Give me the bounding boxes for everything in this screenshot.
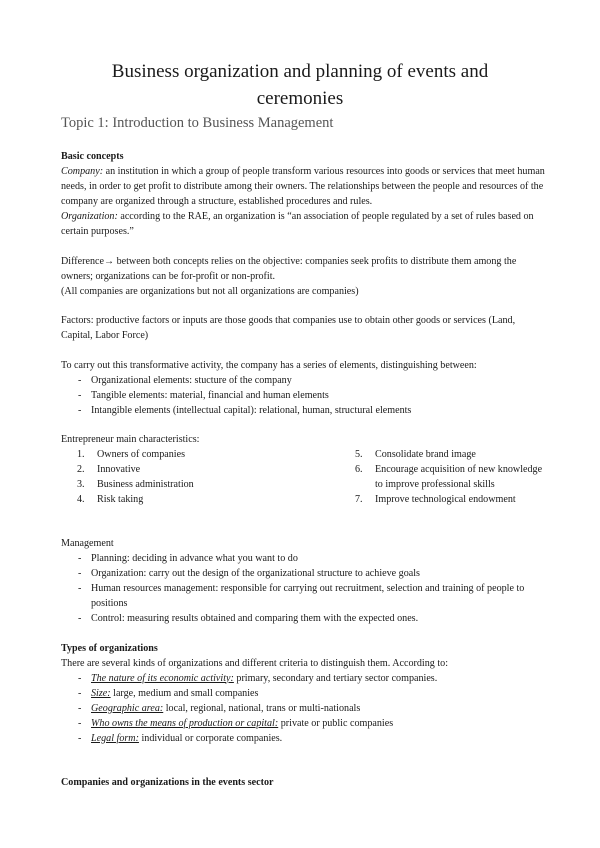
types-intro: There are several kinds of organizations and different criteria to distinguish them. According to: (61, 657, 448, 669)
list-item (61, 731, 547, 746)
item-number: 7. (355, 494, 363, 505)
list-item-text (91, 671, 547, 686)
list-item (61, 701, 547, 716)
company-definition (61, 164, 547, 209)
criterion-term: Geographic area: (91, 702, 164, 714)
item-number: 6. (355, 464, 363, 475)
item-number: 1. (77, 449, 85, 460)
criterion-rest: primary, secondary and tertiary sector companies. (233, 672, 438, 684)
company-def-text: an institution in which a group of people transform various resources into goods or services that meet human needs, in order to get profit to distribute among their owners. The relationships between the people and resources of the company are organized through a structure, established procedures and rules. (61, 166, 545, 207)
document-body (61, 149, 547, 790)
list-item (61, 671, 547, 686)
list-item (61, 388, 547, 403)
item-text: Consolidate brand image (375, 449, 476, 460)
list-item (61, 716, 547, 731)
criterion-rest: local, regional, national, trans or multi-nationals (163, 702, 361, 714)
list-item-text: Organizational elements: stucture of the company (91, 374, 292, 386)
criterion-rest: large, medium and small companies (110, 687, 259, 699)
list-marker: - (78, 732, 82, 744)
list-marker: - (78, 613, 82, 624)
list-item (61, 373, 547, 388)
types-heading: Types of organizations (61, 642, 158, 654)
item-text: Innovative (97, 464, 141, 475)
list-marker: - (78, 374, 82, 386)
list-item (61, 403, 547, 418)
topic-heading: Topic 1: Introduction to Business Management (61, 115, 334, 131)
list-marker: - (78, 404, 82, 416)
elements-intro: To carry out this transformative activity, the company has a series of elements, distinguishing between: (61, 359, 477, 371)
numbered-item (339, 447, 547, 462)
criterion-term: The nature of its economic activity: (91, 672, 234, 684)
list-item-text (91, 701, 547, 716)
basic-concepts-heading: Basic concepts (61, 151, 124, 162)
numbered-item (61, 492, 339, 507)
spacer (61, 746, 547, 775)
spacer (61, 299, 547, 314)
events-sector-heading: Companies and organizations in the events sector (61, 776, 274, 788)
list-item-text (91, 716, 547, 731)
numbered-item (61, 477, 339, 492)
list-item (61, 686, 547, 701)
criterion-term: Who owns the means of production or capital: (91, 717, 279, 729)
organization-definition (61, 209, 547, 239)
list-item (61, 566, 547, 581)
item-text: Risk taking (97, 494, 144, 505)
item-number: 3. (77, 479, 85, 490)
numbered-item (339, 462, 547, 492)
entrepreneur-intro: Entrepreneur main characteristics: (61, 434, 200, 445)
item-text: Encourage acquisition of new knowledge to improve professional skills (375, 464, 543, 490)
spacer (61, 239, 547, 254)
list-item-text: Control: measuring results obtained and comparing them with the expected ones. (91, 613, 419, 624)
list-marker: - (78, 553, 82, 564)
list-marker: - (78, 568, 82, 579)
spacer (61, 418, 547, 433)
list-item (61, 611, 547, 626)
list-item (61, 551, 547, 566)
item-number: 4. (77, 494, 85, 505)
list-marker: - (78, 687, 82, 699)
criterion-rest: private or public companies (278, 717, 394, 729)
list-item-text (91, 731, 547, 746)
item-text: Owners of companies (97, 449, 186, 460)
difference-note: (All companies are organizations but not all organizations are companies) (61, 285, 359, 297)
item-text: Improve technological endowment (375, 494, 516, 505)
entrepreneur-column-left (61, 447, 339, 507)
company-term: Company: (61, 166, 104, 177)
entrepreneur-columns (61, 447, 547, 507)
list-marker: - (78, 672, 82, 684)
item-number: 5. (355, 449, 363, 460)
list-item-text (91, 686, 547, 701)
list-item-text: Tangible elements: material, financial and human elements (91, 389, 329, 401)
difference-paragraph: Difference→ between both concepts relies on the objective: companies seek profits to distribute them among the owners; organizations can be for-profit or non-profit. (61, 255, 517, 282)
list-item-text: Human resources management: responsible for carrying out recruitment, selection and training of people to positions (91, 583, 525, 609)
list-marker: - (78, 702, 82, 714)
list-marker: - (78, 389, 82, 401)
list-marker: - (78, 583, 82, 594)
numbered-item (61, 462, 339, 477)
numbered-item (339, 492, 547, 507)
list-item-text: Planning: deciding in advance what you want to do (91, 553, 298, 564)
management-heading: Management (61, 538, 114, 549)
criterion-rest: individual or corporate companies. (138, 732, 283, 744)
spacer (61, 507, 547, 536)
title-line-1: Business organization and planning of events and (111, 61, 489, 82)
title-line-2: ceremonies (256, 88, 344, 109)
factors-paragraph: Factors: productive factors or inputs are those goods that companies use to obtain other goods or services (Land, Capital, Labor Force) (61, 315, 516, 341)
list-item-text: Intangible elements (intellectual capital): relational, human, structural elements (91, 404, 412, 416)
numbered-item (61, 447, 339, 462)
list-item (61, 581, 547, 611)
criterion-term: Size: (91, 687, 111, 699)
entrepreneur-column-right (339, 447, 547, 507)
item-number: 2. (77, 464, 85, 475)
criterion-term: Legal form: (91, 732, 139, 744)
list-item-text: Organization: carry out the design of the organizational structure to achieve goals (91, 568, 420, 579)
item-text: Business administration (97, 479, 194, 490)
spacer (61, 626, 547, 641)
organization-def-text: according to the RAE, an organization is “an association of people regulated by a set of rules based on certain purposes.” (61, 211, 534, 237)
organization-term: Organization: (61, 211, 118, 222)
document-title (60, 58, 540, 112)
spacer (61, 343, 547, 358)
list-marker: - (78, 717, 82, 729)
